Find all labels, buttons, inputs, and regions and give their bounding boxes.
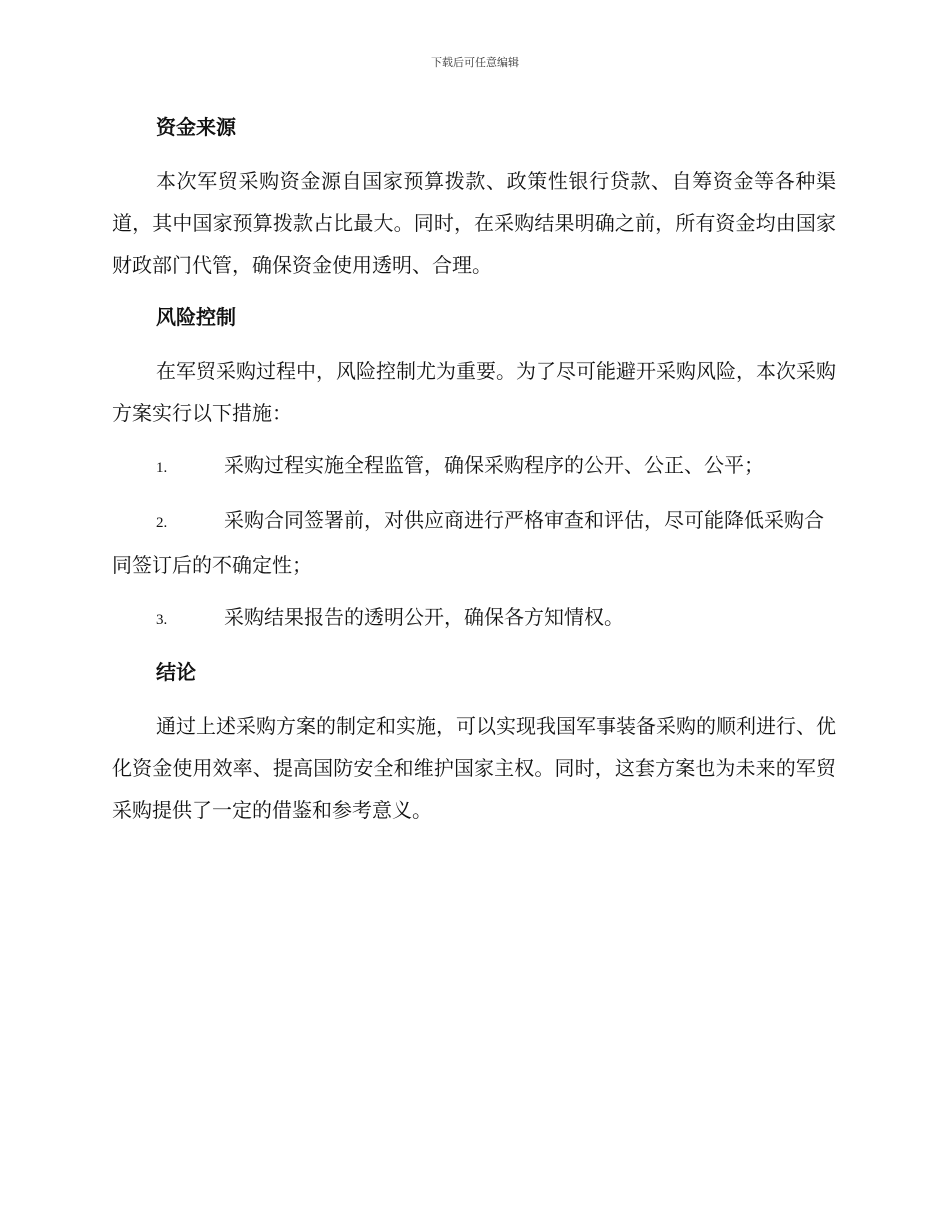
- section-heading-funding-source: 资金来源: [156, 115, 236, 139]
- document-body: [112, 108, 836, 831]
- section-paragraph-funding-source: 本次军贸采购资金源自国家预算拨款、政策性银行贷款、自筹资金等各种渠道，其中国家预算拨款占比最大。同时，在采购结果明确之前，所有资金均由国家财政部门代管，确保资金使用透明、合理。: [112, 169, 836, 277]
- list-item: [112, 596, 836, 641]
- list-item-text: 采购合同签署前，对供应商进行严格审查和评估，尽可能降低采购合同签订后的不确定性；: [112, 508, 824, 577]
- list-item-number: 1.: [156, 460, 168, 476]
- list-item: [112, 444, 836, 489]
- section-heading-conclusion: 结论: [156, 660, 196, 684]
- list-item-number: 2.: [156, 515, 168, 531]
- list-item-number: 3.: [156, 612, 168, 628]
- section-heading-risk-control: 风险控制: [156, 305, 236, 329]
- risk-measures-list: [112, 444, 836, 641]
- section-paragraph-conclusion: 通过上述采购方案的制定和实施，可以实现我国军事装备采购的顺利进行、优化资金使用效率、提高国防安全和维护国家主权。同时，这套方案也为未来的军贸采购提供了一定的借鉴和参考意义。: [112, 714, 836, 822]
- list-item-text: 采购结果报告的透明公开，确保各方知情权。: [224, 605, 624, 629]
- section-paragraph-risk-control: 在军贸采购过程中，风险控制尤为重要。为了尽可能避开采购风险，本次采购方案实行以下措施：: [112, 359, 836, 425]
- header-note: 下载后可任意编辑: [431, 56, 519, 69]
- list-item-text: 采购过程实施全程监管，确保采购程序的公开、公正、公平；: [224, 453, 764, 477]
- list-item: [112, 499, 836, 586]
